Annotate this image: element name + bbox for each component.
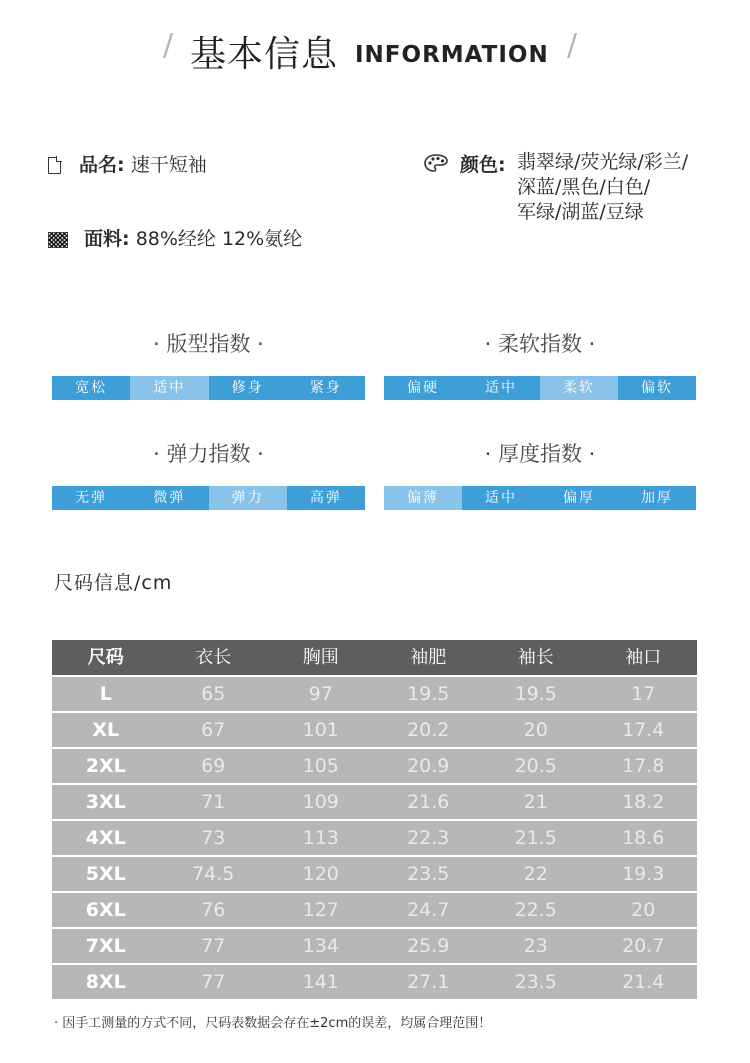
- palette-icon: [424, 153, 448, 178]
- table-cell: 17.8: [622, 755, 665, 777]
- table-cell: 21.5: [514, 827, 557, 849]
- product-name-value: 速干短袖: [130, 154, 207, 176]
- color-line-2: 深蓝/黑色/白色/: [517, 176, 651, 198]
- table-cell: 76: [201, 899, 226, 921]
- table-row: [52, 785, 697, 819]
- size-label-cell: 5XL: [85, 863, 126, 885]
- table-cell: 24.7: [407, 899, 450, 921]
- product-color: [424, 150, 506, 178]
- table-cell: 18.2: [622, 791, 665, 813]
- table-cell: 73: [201, 827, 226, 849]
- elasticity-option: 微弹: [130, 486, 208, 510]
- table-row: [52, 893, 697, 927]
- table-header-cell: 胸围: [302, 647, 339, 668]
- elasticity-option: 无弹: [52, 486, 130, 510]
- thickness-index-bar: [384, 486, 696, 510]
- table-cell: 65: [201, 683, 226, 705]
- thickness-option-selected: 偏薄: [384, 486, 462, 510]
- size-label-cell: 6XL: [85, 899, 126, 921]
- header-title-cn: 基本信息: [190, 34, 339, 75]
- table-header-cell: 尺码: [87, 647, 124, 668]
- table-cell: 19.5: [407, 683, 450, 705]
- elasticity-option-selected: 弹力: [209, 486, 287, 510]
- table-row: [52, 965, 697, 999]
- table-cell: 74.5: [192, 863, 235, 885]
- table-row: [52, 677, 697, 711]
- table-header-cell: 袖口: [625, 647, 662, 668]
- table-cell: 21.6: [407, 791, 450, 813]
- table-cell: 20: [631, 899, 656, 921]
- table-cell: 20.5: [514, 755, 557, 777]
- table-header-row: [52, 640, 697, 675]
- table-cell: 71: [201, 791, 226, 813]
- measurement-note: · 因手工测量的方式不同，尺码表数据会存在±2cm的误差，均属合理范围！: [54, 1016, 492, 1031]
- product-name-label: 品名:: [79, 154, 125, 176]
- product-fabric: [48, 224, 302, 251]
- size-label-cell: L: [99, 683, 112, 705]
- table-cell: 97: [308, 683, 333, 705]
- size-info-title: 尺码信息/cm: [54, 572, 173, 594]
- table-row: [52, 713, 697, 747]
- section-header: [0, 22, 750, 78]
- header-slash-right: /: [567, 28, 578, 63]
- table-cell: 127: [302, 899, 339, 921]
- fabric-texture-icon: [48, 232, 68, 248]
- table-cell: 77: [201, 971, 226, 993]
- product-color-label: 颜色:: [460, 154, 506, 176]
- table-row: [52, 821, 697, 855]
- table-cell: 69: [201, 755, 226, 777]
- header-slash-left: /: [163, 28, 174, 63]
- table-row: [52, 857, 697, 891]
- table-cell: 17: [631, 683, 656, 705]
- table-cell: 20.9: [407, 755, 450, 777]
- color-line-3: 军绿/湖蓝/豆绿: [517, 201, 644, 223]
- thickness-index-title: · 厚度指数 ·: [484, 442, 596, 466]
- table-cell: 77: [201, 935, 226, 957]
- product-color-values: [517, 150, 688, 225]
- table-cell: 101: [302, 719, 339, 741]
- elasticity-index-title: · 弹力指数 ·: [153, 442, 264, 466]
- table-cell: 19.3: [622, 863, 665, 885]
- table-cell: 22.3: [407, 827, 450, 849]
- product-name: [48, 150, 207, 177]
- table-cell: 120: [302, 863, 339, 885]
- fit-option: 宽松: [52, 376, 130, 400]
- table-cell: 67: [201, 719, 226, 741]
- document-icon: [48, 157, 61, 174]
- color-line-1: 翡翠绿/荧光绿/彩兰/: [517, 151, 689, 173]
- table-cell: 22: [523, 863, 548, 885]
- softness-index-title: · 柔软指数 ·: [484, 332, 596, 356]
- thickness-option: 偏厚: [540, 486, 618, 510]
- table-cell: 27.1: [407, 971, 450, 993]
- softness-option: 偏软: [618, 376, 696, 400]
- table-cell: 23.5: [407, 863, 450, 885]
- table-cell: 20: [523, 719, 548, 741]
- elasticity-option: 高弹: [287, 486, 365, 510]
- table-cell: 19.5: [514, 683, 557, 705]
- table-cell: 134: [302, 935, 339, 957]
- size-table: [52, 640, 697, 1001]
- thickness-option: 适中: [462, 486, 540, 510]
- table-header-cell: 袖肥: [410, 647, 447, 668]
- table-row: [52, 749, 697, 783]
- elasticity-index-bar: [52, 486, 365, 510]
- table-cell: 25.9: [407, 935, 450, 957]
- table-cell: 21.4: [622, 971, 665, 993]
- table-header-cell: 衣长: [195, 647, 232, 668]
- table-cell: 113: [302, 827, 339, 849]
- table-cell: 23: [523, 935, 548, 957]
- size-label-cell: 3XL: [85, 791, 126, 813]
- table-cell: 141: [302, 971, 339, 993]
- softness-option: 适中: [462, 376, 540, 400]
- table-cell: 21: [523, 791, 548, 813]
- table-cell: 20.7: [622, 935, 665, 957]
- table-cell: 17.4: [622, 719, 665, 741]
- fit-option: 修身: [209, 376, 287, 400]
- fit-option-selected: 适中: [130, 376, 208, 400]
- size-label-cell: 8XL: [85, 971, 126, 993]
- table-body: [52, 677, 697, 999]
- thickness-option: 加厚: [618, 486, 696, 510]
- table-cell: 22.5: [514, 899, 557, 921]
- product-fabric-label: 面料:: [84, 228, 130, 250]
- table-cell: 23.5: [514, 971, 557, 993]
- size-label-cell: 2XL: [85, 755, 126, 777]
- product-fabric-value: 88%经纶 12%氨纶: [135, 228, 303, 250]
- size-label-cell: XL: [92, 719, 120, 741]
- table-cell: 18.6: [622, 827, 665, 849]
- softness-option-selected: 柔软: [540, 376, 618, 400]
- table-cell: 105: [302, 755, 339, 777]
- fit-index-title: · 版型指数 ·: [153, 332, 264, 356]
- table-cell: 109: [302, 791, 339, 813]
- fit-index-bar: [52, 376, 365, 400]
- size-label-cell: 4XL: [85, 827, 126, 849]
- size-label-cell: 7XL: [85, 935, 126, 957]
- table-row: [52, 929, 697, 963]
- softness-option: 偏硬: [384, 376, 462, 400]
- header-title-en: INFORMATION: [355, 42, 549, 68]
- fit-option: 紧身: [287, 376, 365, 400]
- table-header-cell: 袖长: [517, 647, 554, 668]
- table-cell: 20.2: [407, 719, 450, 741]
- softness-index-bar: [384, 376, 696, 400]
